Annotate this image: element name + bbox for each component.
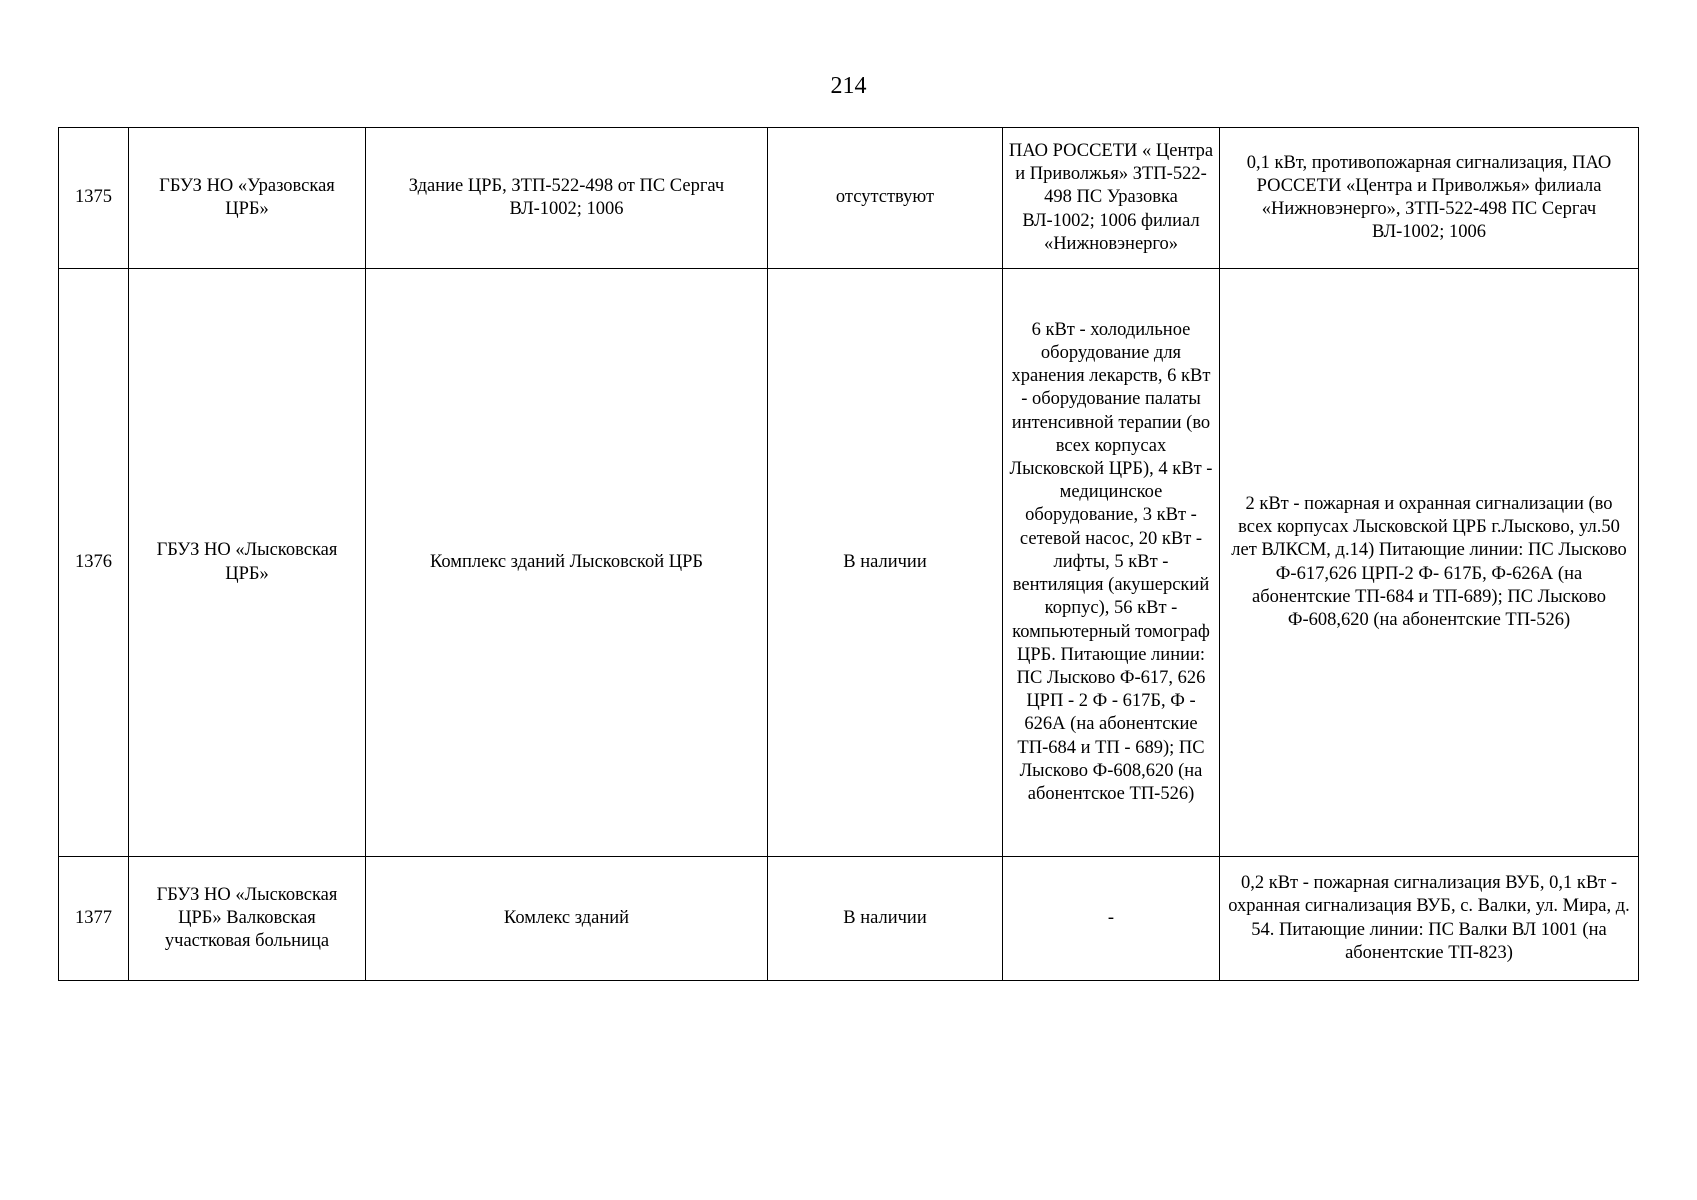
availability-cell: отсутствуют xyxy=(768,128,1003,269)
table-row xyxy=(59,269,1639,857)
page-number: 214 xyxy=(830,73,867,99)
availability-cell: В наличии xyxy=(768,857,1003,981)
organization-cell: ГБУЗ НО «Уразовская ЦРБ» xyxy=(129,128,366,269)
table-row xyxy=(59,128,1639,269)
object-cell: Здание ЦРБ, ЗТП-522-498 от ПС Сергач ВЛ-1002; 1006 xyxy=(366,128,768,269)
row-number-cell: 1377 xyxy=(59,857,129,981)
row-number-cell: 1375 xyxy=(59,128,129,269)
availability-cell: В наличии xyxy=(768,269,1003,857)
organization-cell: ГБУЗ НО «Лысковская ЦРБ» xyxy=(129,269,366,857)
object-cell: Комлекс зданий xyxy=(366,857,768,981)
organization-cell: ГБУЗ НО «Лысковская ЦРБ» Валковская участковая больница xyxy=(129,857,366,981)
power-cell: 6 кВт - холодильное оборудование для хранения лекарств, 6 кВт - оборудование палаты интенсивной терапии (во всех корпусах Лысковской ЦРБ), 4 кВт - медицинское оборудование, 3 кВт - сетевой насос, 20 кВт - лифты, 5 кВт - вентиляция (акушерский корпус), 56 кВт - компьютерный томограф ЦРБ. Питающие линии: ПС Лысково Ф-617, 626 ЦРП - 2 Ф - 617Б, Ф - 626А (на абонентские ТП-684 и ТП - 689); ПС Лысково Ф-608,620 (на абонентское ТП-526) xyxy=(1003,269,1220,857)
power-cell: ПАО РОССЕТИ « Центра и Приволжья» ЗТП-522-498 ПС Уразовка ВЛ-1002; 1006 филиал «Нижновэнерго» xyxy=(1003,128,1220,269)
power-cell: - xyxy=(1003,857,1220,981)
row-number-cell: 1376 xyxy=(59,269,129,857)
table-row xyxy=(59,857,1639,981)
object-cell: Комплекс зданий Лысковской ЦРБ xyxy=(366,269,768,857)
notes-cell: 2 кВт - пожарная и охранная сигнализации (во всех корпусах Лысковской ЦРБ г.Лысково, ул.50 лет ВЛКСМ, д.14) Питающие линии: ПС Лысково Ф-617,626 ЦРП-2 Ф- 617Б, Ф-626А (на абонентские ТП-684 и ТП-689); ПС Лысково Ф-608,620 (на абонентские ТП-526) xyxy=(1220,269,1639,857)
notes-cell: 0,1 кВт, противопожарная сигнализация, ПАО РОССЕТИ «Центра и Приволжья» филиала «Нижновэнерго», ЗТП-522-498 ПС Сергач ВЛ-1002; 1006 xyxy=(1220,128,1639,269)
notes-cell: 0,2 кВт - пожарная сигнализация ВУБ, 0,1 кВт - охранная сигнализация ВУБ, с. Валки, ул. Мира, д. 54. Питающие линии: ПС Валки ВЛ 1001 (на абонентские ТП-823) xyxy=(1220,857,1639,981)
data-table xyxy=(58,127,1639,981)
